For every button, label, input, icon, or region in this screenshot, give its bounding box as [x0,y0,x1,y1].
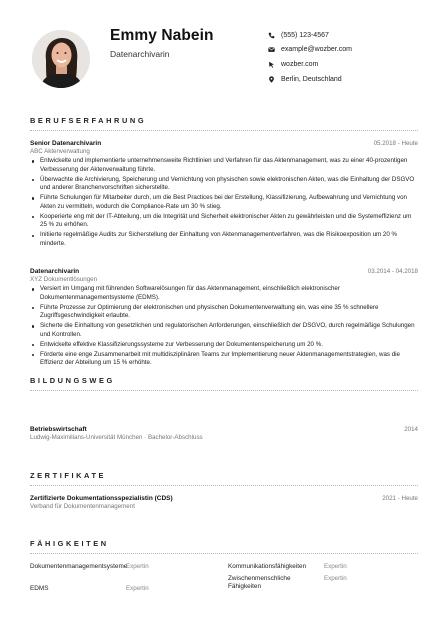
location-pin-icon [268,76,275,83]
contact-phone-text: (555) 123-4567 [281,31,329,39]
skill-level: Expertin [126,563,149,570]
contact-location-text: Berlin, Deutschland [281,75,342,83]
job-dates: 03.2014 - 04.2018 [367,268,418,275]
job-bullet: Überwachte die Archivierung, Speicherung und Vernichtung von physischen sowie elektronischen Akten, was die Einhaltung der DSGVO und anderer Branchenvorschriften sicherstellte. [40,176,418,193]
skill-item [228,575,347,591]
section-title-experience: BERUFSERFAHRUNG [30,116,147,125]
certificate-issuer: Verband für Dokumentenmanagement [30,503,135,510]
job-company: XYZ Dokumentlösungen [30,276,98,283]
degree-title: Betriebswirtschaft [30,426,87,433]
portrait-image [32,30,90,88]
section-divider [30,485,418,486]
contact-email-text: example@wozber.com [281,46,352,54]
skill-item [30,585,149,593]
experience-entry-2 [30,268,418,369]
job-bullet: Kooperierte eng mit der IT-Abteilung, um die Integrität und Sicherheit elektronischer Akten zu gewährleisten und die Systemeffizienz um 25 % zu erhöhen. [40,213,418,230]
candidate-name: Emmy Nabein [110,27,214,44]
cursor-icon [268,61,275,68]
job-dates: 05.2018 - Heute [373,140,418,147]
profile-photo [32,30,90,88]
contact-email [268,43,352,57]
degree-detail: Ludwig-Maximilians-Universität München · Bachelor-Abschluss [30,434,203,441]
job-bullet: Entwickelte effektive Klassifizierungssysteme zur Verbesserung der Dokumentenspeicherung um 20 %. [40,341,418,350]
skill-item [30,563,149,571]
contact-phone [268,28,352,42]
job-bullet: Sicherte die Einhaltung von gesetzlichen und regulatorischen Anforderungen, einschließlich der DSGVO, durch regelmäßige Schulungen und Kontrollen. [40,322,418,339]
education-entry [30,426,418,441]
skill-name: EDMS [30,585,49,592]
section-divider [30,553,418,554]
skill-name: Kommunikationsfähigkeiten [228,563,307,570]
contact-website-text: wozber.com [281,60,319,68]
job-bullet: Führte Prozesse zur Optimierung der elektronischen und physischen Dokumentenverwaltung ein, was eine 35 % schnellere Zugriffsgeschwindigkeit erlaubte. [40,304,418,321]
phone-icon [268,32,275,39]
job-bullet: Entwickelte und implementierte unternehmensweite Richtlinien und Verfahren für das Aktenmanagement, was zu einer 40-prozentigen Verbesserung der Aktenverwaltung führte. [40,157,418,174]
skill-name: Dokumentenmanagementsysteme [30,563,128,570]
experience-entry-1 [30,140,418,250]
section-divider [30,130,418,131]
degree-year: 2014 [404,426,418,433]
job-company: ABC Aktenverwaltung [30,148,90,155]
job-title: Senior Datenarchivarin [30,140,102,147]
section-divider [30,390,418,391]
section-title-certificates: ZERTIFIKATE [30,471,107,480]
skill-name: Zwischenmenschliche Fähigkeiten [228,575,291,591]
contact-location [268,72,352,86]
skill-level: Expertin [126,585,149,592]
contact-website [268,57,352,71]
job-bullets [30,157,418,249]
certificate-title: Zertifizierte Dokumentationsspezialistin (CDS) [30,495,173,502]
job-title: Datenarchivarin [30,268,80,275]
job-bullet: Versiert im Umgang mit führenden Softwarelösungen für das Aktenmanagement, einschließlich elektronischer Dokumentenmanagementsysteme (EDMS). [40,285,418,302]
skill-item [228,563,347,571]
section-title-skills: FÄHIGKEITEN [30,539,109,548]
certificate-entry [30,495,418,510]
skill-level: Expertin [324,563,347,570]
section-title-education: BILDUNGSWEG [30,376,115,385]
job-bullets [30,285,418,368]
contact-block [268,28,352,87]
job-bullet: Führte Schulungen für Mitarbeiter durch, um die Best Practices bei der Erstellung, Klassifizierung, Aufbewahrung und Vernichtung von Akten zu vermitteln, wodurch die Compliance-Rate um 30 % stieg. [40,194,418,211]
skill-level: Expertin [324,575,347,582]
mail-icon [268,46,275,53]
certificate-dates: 2021 - Heute [382,495,418,502]
job-bullet: Förderte eine enge Zusammenarbeit mit multidisziplinären Teams zur Implementierung neuer Aktenmanagementstrategien, was die Effizienz der Abteilung um 15 % erhöhte. [40,351,418,368]
job-bullet: Initiierte regelmäßige Audits zur Sicherstellung der Einhaltung von Aktenmanagementverfahren, was die Risikoexposition um 20 % minderte. [40,231,418,248]
candidate-role: Datenarchivarin [110,49,170,59]
